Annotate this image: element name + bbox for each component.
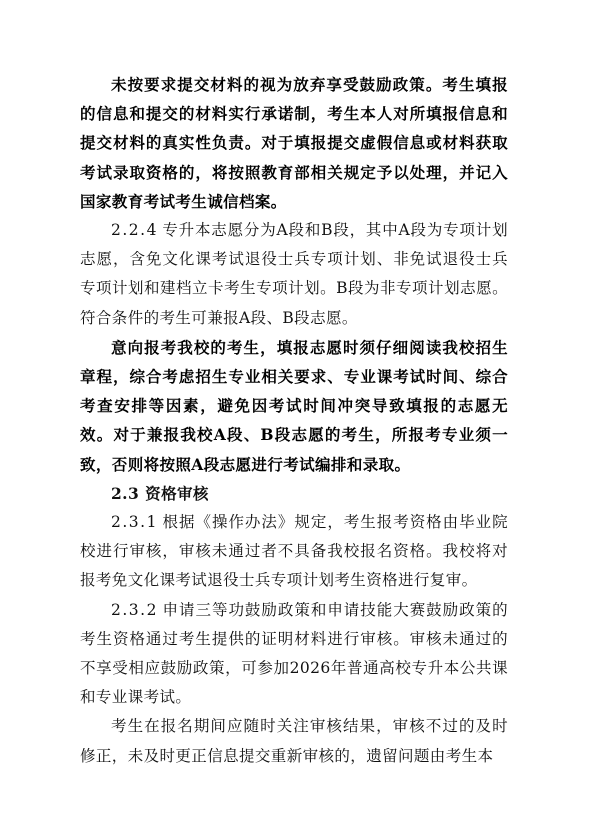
document-body [80, 70, 508, 771]
clause-number: 2.3.2 [111, 600, 158, 619]
paragraph-incentive-policy-note [80, 70, 508, 216]
paragraph-2-2-4 [80, 216, 508, 333]
paragraph-text: 根据《操作办法》规定，考生报考资格由毕业院校进行审核，审核未通过者不具备我校报名资格。我校将对报考免文化课考试退役士兵专项计划考生资格进行复审。 [80, 513, 508, 590]
clause-number: 2.3.1 [111, 513, 158, 532]
paragraph-2-3-1 [80, 508, 508, 596]
paragraph-application-advice [80, 333, 508, 479]
paragraph-text: 申请三等功鼓励政策和申请技能大赛鼓励政策的考生资格通过考生提供的证明材料进行审核。审核未通过的不享受相应鼓励政策，可参加2026年普通高校专升本公共课和专业课考试。 [80, 600, 508, 707]
paragraph-text: 意向报考我校的考生，填报志愿时须仔细阅读我校招生章程，综合考虑招生专业相关要求、专业课考试时间、综合考查安排等因素，避免因考试时间冲突导致填报的志愿无效。对于兼报我校A段、B段志愿的考生，所报考专业须一致，否则将按照A段志愿进行考试编排和录取。 [80, 337, 508, 474]
paragraph-2-3-2 [80, 596, 508, 713]
section-title: 资格审核 [145, 483, 209, 503]
section-heading-2-3 [80, 479, 508, 508]
paragraph-review-result-notice [80, 712, 508, 770]
section-number: 2.3 [111, 483, 140, 503]
paragraph-text: 专升本志愿分为A段和B段，其中A段为专项计划志愿，含免文化课考试退役士兵专项计划、非免试退役士兵专项计划和建档立卡考生专项计划。B段为非专项计划志愿。符合条件的考生可兼报A段、B段志愿。 [80, 221, 508, 327]
clause-number: 2.2.4 [111, 221, 158, 240]
paragraph-text: 考生在报名期间应随时关注审核结果，审核不过的及时修正，未及时更正信息提交重新审核的，遗留问题由考生本 [80, 717, 508, 765]
paragraph-text: 未按要求提交材料的视为放弃享受鼓励政策。考生填报的信息和提交的材料实行承诺制，考生本人对所填报信息和提交材料的真实性负责。对于填报提交虚假信息或材料获取考试录取资格的，将按照教育部相关规定予以处理，并记入国家教育考试考生诚信档案。 [80, 75, 508, 211]
